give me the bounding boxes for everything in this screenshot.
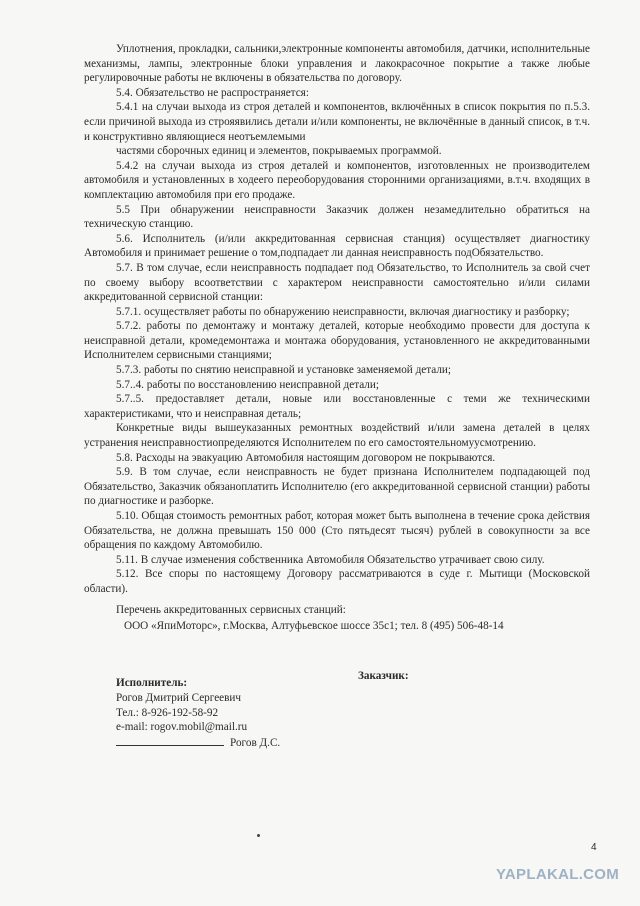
paragraph: 5.7..5. предоставляет детали, новые или восстановленные с теми же техническими характеристиками, что и неисправная деталь; — [84, 393, 590, 420]
watermark: YAPLAKAL.COM — [496, 866, 620, 883]
paragraph: 5.11. В случае изменения собственника Автомобиля Обязательство утрачивает свою силу. — [116, 553, 545, 566]
paragraph: 5.4.2 на случаи выхода из строя деталей и компонентов, изготовленных не производителем автомобиля и установленных в ходеего переоборудования сторонними организациями, в.т.ч. входящих в комплектацию автомобиля при его продаже. — [84, 159, 590, 201]
paragraph: Уплотнения, прокладки, сальники,электронные компоненты автомобиля, датчики, исполнительные механизмы, лампы, электронные блоки управления и лакокрасочное покрытие а также любые регулировочные работы не включены в обязательства по договору. — [84, 43, 590, 85]
paragraph: 5.6. Исполнитель (и/или аккредитованная сервисная станция) осуществляет диагностику Автомобиля и принимает решение о том,подпадает ли данная неисправность подОбязательство. — [84, 232, 590, 260]
paragraph: 5.9. В том случае, если неисправность не будет признана Исполнителем подпадающей под Обязательство, Заказчик обязаноплатить Исполнителю (его аккредитованной сервисной станции) работы по диагностике и разборке. — [84, 466, 590, 508]
paragraph: 5.4. Обязательство не распространяется: — [116, 86, 309, 99]
paragraph: 5.7. В том случае, если неисправность подпадает под Обязательство, то Исполнитель за свой счет по своему выбору всоответствии с характером неисправности самостоятельно и/или силами аккредитованной сервисной станции: — [84, 261, 590, 304]
paragraph: 5.7.3. работы по снятию неисправной и установке заменяемой детали; — [116, 364, 452, 377]
document-body — [84, 42, 590, 634]
executor-phone: Тел.: 8-926-192-58-92 — [116, 706, 219, 719]
service-stations — [84, 603, 590, 634]
station-entry: ООО «ЯпиМоторс», г.Москва, Алтуфьевское шоссе 35с1; тел. 8 (495) 506-48-14 — [124, 620, 504, 633]
executor-email: e-mail: rogov.mobil@mail.ru — [116, 721, 248, 734]
paragraph: 5.5 При обнаружении неисправности Заказчик должен незамедлительно обратиться на техническую станцию. — [84, 203, 590, 231]
signature-rule — [116, 735, 224, 746]
signature-line — [116, 735, 436, 751]
scan-speck — [257, 834, 260, 837]
page-number: 4 — [591, 842, 597, 853]
paragraph: 5.7..4. работы по восстановлению неисправной детали; — [116, 378, 379, 391]
paragraph: 5.4.1 на случаи выхода из строя деталей и компонентов, включённых в список покрытия по п.5.3. если причиной выхода из строяявились детали и/или компоненты, не включённые в данный список, в т.ч. и конструктивно являющиеся неотъемлемыми — [84, 101, 590, 143]
paragraph: Конкретные виды вышеуказанных ремонтных воздействий и/или замена деталей в целях устранения неисправностиопределяются Исполнителем по его самостоятельномуусмотрению. — [84, 422, 590, 450]
executor-label: Исполнитель: — [116, 677, 188, 689]
paragraph: 5.10. Общая стоимость ремонтных работ, которая может быть выполнена в течение срока действия Обязательства, не должна превышать 150 000 (Сто пятьдесят тысяч) рублей в совокупности за все обращения по каждому Автомобилю. — [84, 510, 590, 552]
signed-name: Рогов Д.С. — [230, 737, 281, 750]
paragraph: 5.8. Расходы на эвакуацию Автомобиля настоящим договором не покрываются. — [116, 451, 496, 464]
executor-name: Рогов Дмитрий Сергеевич — [116, 691, 242, 704]
paragraph: частями сборочных единиц и элементов, покрываемых программой. — [116, 145, 442, 158]
paragraph: 5.7.2. работы по демонтажу и монтажу деталей, которые необходимо провести для доступа к неисправной детали, кромедемонтажа и монтажа оборудования, установленного не аккредитованными Исполнителем сервисными станциями; — [84, 320, 590, 362]
signature-block — [116, 676, 436, 751]
paragraph: 5.12. Все споры по настоящему Договору рассматриваются в суде г. Мытищи (Московской области). — [84, 568, 590, 595]
paragraph: 5.7.1. осуществляет работы по обнаружению неисправности, включая диагностику и разборку; — [116, 305, 570, 318]
customer-label: Заказчик: — [358, 670, 409, 682]
stations-heading: Перечень аккредитованных сервисных станций: — [116, 603, 346, 616]
